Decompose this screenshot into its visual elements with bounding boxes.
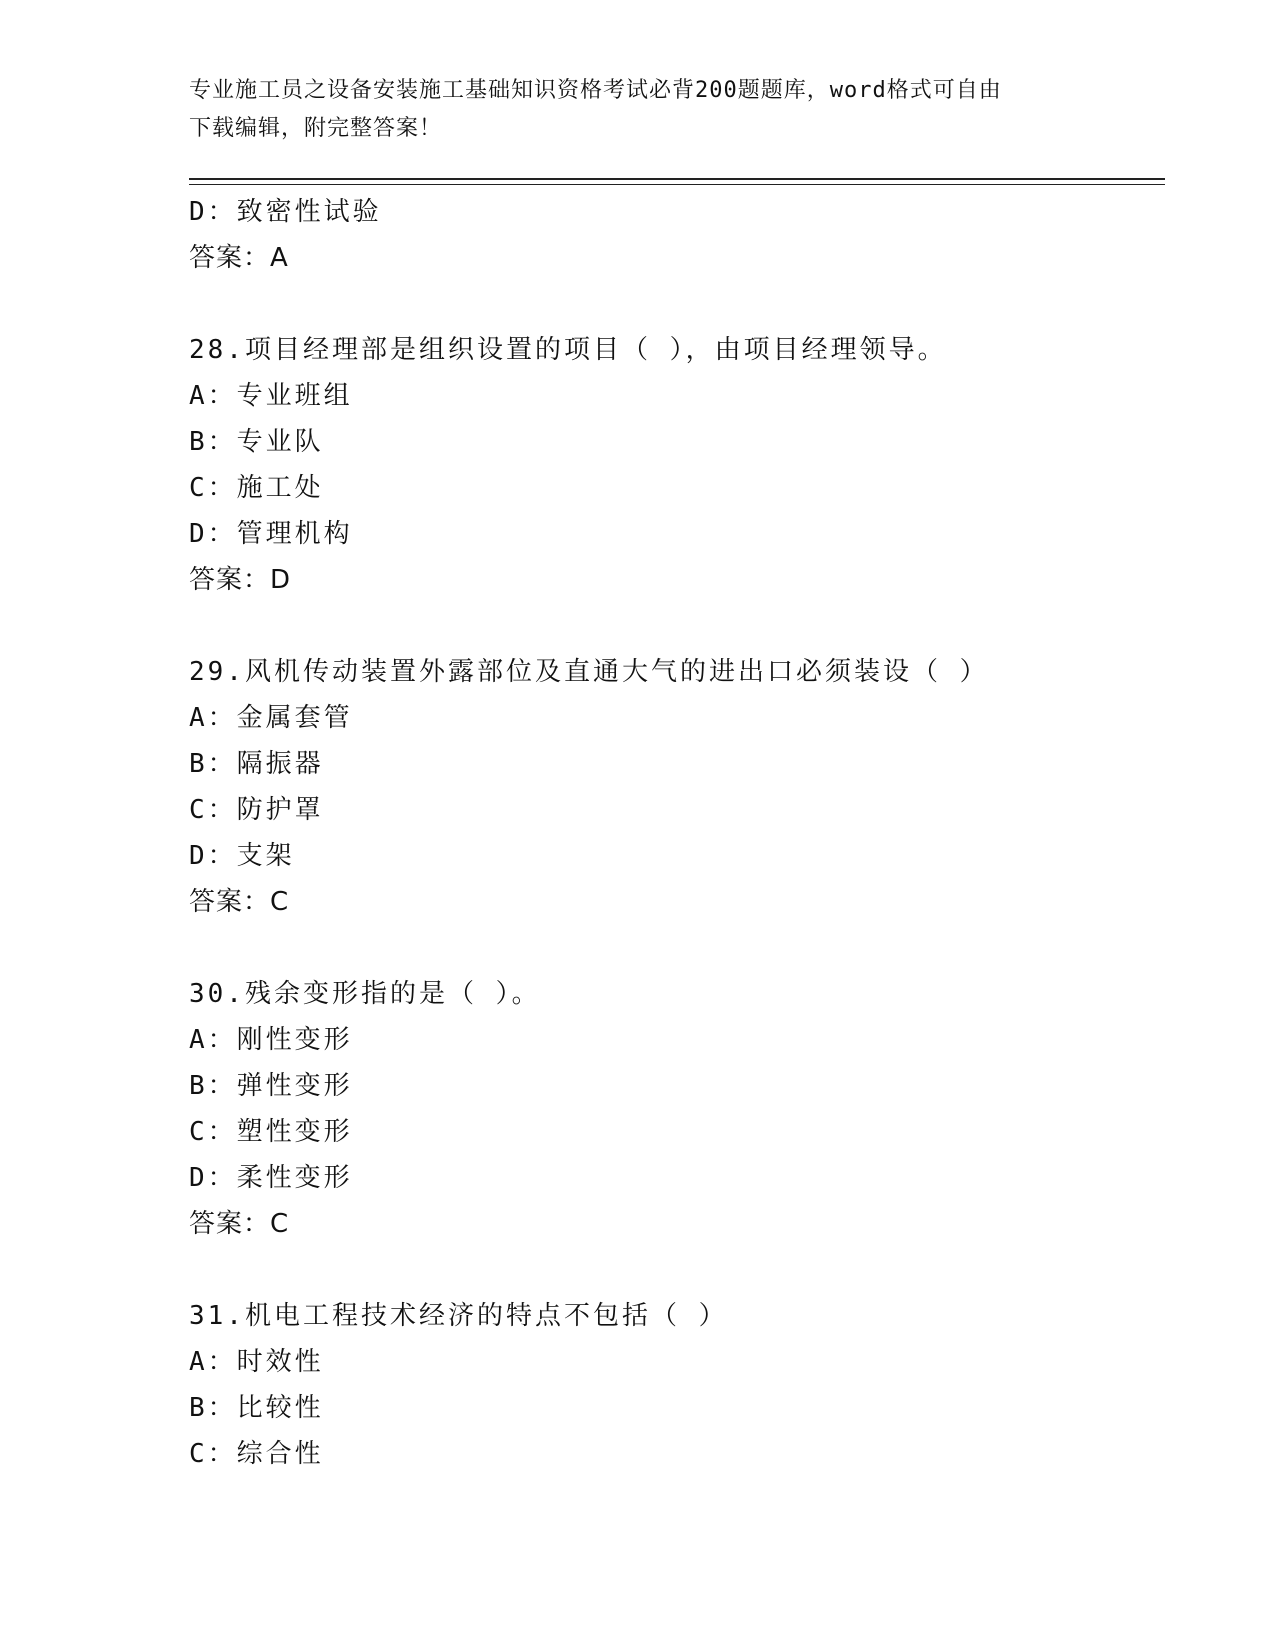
option-b: B：比较性	[189, 1393, 324, 1423]
option-a: A：专业班组	[189, 381, 353, 411]
option-d: D：柔性变形	[189, 1163, 353, 1193]
answer-line: 答案：C	[189, 887, 290, 917]
answer-line: 答案：A	[189, 243, 289, 273]
option-b: B：专业队	[189, 427, 324, 457]
question-title: 29.风机传动装置外露部位及直通大气的进出口必须装设（ ）	[189, 657, 989, 687]
previous-question-tail	[189, 189, 1165, 281]
option-b: B：弹性变形	[189, 1071, 353, 1101]
option-c: C：防护罩	[189, 795, 324, 825]
option-a: A：刚性变形	[189, 1025, 353, 1055]
question-31	[189, 1293, 1165, 1477]
spacer	[189, 603, 1165, 649]
option-c: C：塑性变形	[189, 1117, 353, 1147]
answer-line: 答案：D	[189, 565, 292, 595]
header-divider-thick	[189, 178, 1165, 180]
answer-line: 答案：C	[189, 1209, 290, 1239]
question-title: 28.项目经理部是组织设置的项目（ ），由项目经理领导。	[189, 335, 947, 365]
option-a: A：金属套管	[189, 703, 353, 733]
header-divider-thin	[189, 184, 1165, 185]
spacer	[189, 281, 1165, 327]
option-c: C：综合性	[189, 1439, 324, 1469]
question-29	[189, 649, 1165, 925]
option-a: A：时效性	[189, 1347, 324, 1377]
question-title: 30.残余变形指的是（ ）。	[189, 979, 541, 1009]
header-line-2: 下载编辑，附完整答案！	[189, 116, 443, 141]
spacer	[189, 1247, 1165, 1293]
header-line-1: 专业施工员之设备安装施工基础知识资格考试必背200题题库，word格式可自由	[189, 78, 1002, 103]
question-30	[189, 971, 1165, 1247]
question-title: 31.机电工程技术经济的特点不包括（ ）	[189, 1301, 728, 1331]
option-d: D：支架	[189, 841, 295, 871]
spacer	[189, 925, 1165, 971]
option-d: D：管理机构	[189, 519, 353, 549]
question-28	[189, 327, 1165, 603]
option-d: D：致密性试验	[189, 197, 382, 227]
option-c: C：施工处	[189, 473, 324, 503]
option-b: B：隔振器	[189, 749, 324, 779]
question-list	[189, 189, 1165, 1477]
document-header	[189, 72, 1089, 148]
